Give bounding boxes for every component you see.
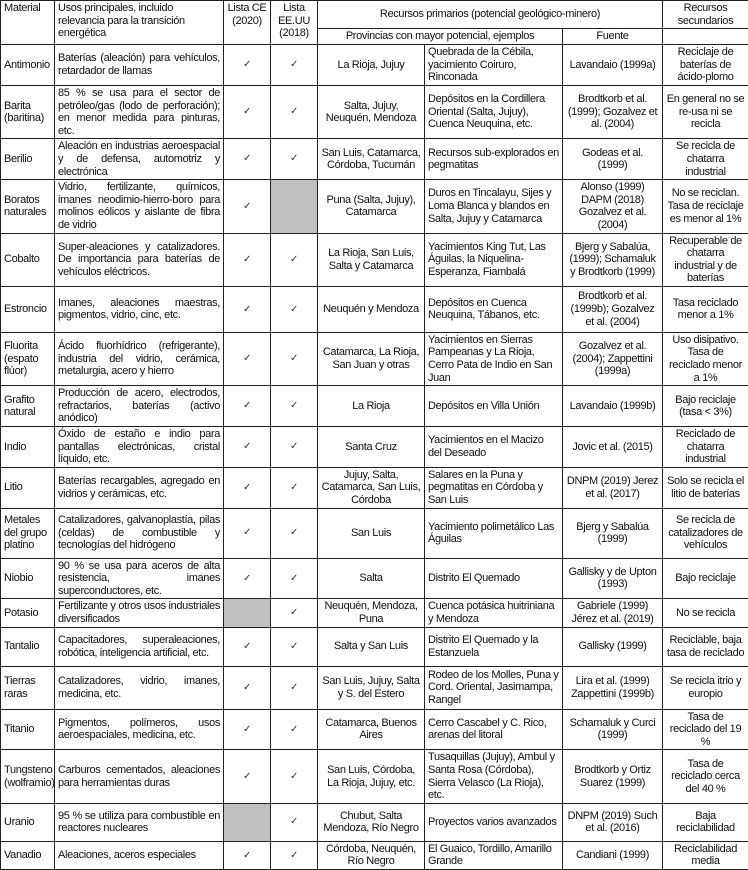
lista-ce-cell	[224, 841, 271, 869]
fuente-cell: Brodtkorb et al. (1999b); Gozalvez et al. (2004)	[563, 286, 663, 332]
lista-eeuu-cell	[271, 841, 318, 869]
secundarios-cell: Reciclabilidad media	[663, 841, 748, 869]
check-icon: ✓	[290, 304, 298, 315]
provincias-cell: Salta	[318, 558, 425, 599]
material-cell: Tantalio	[1, 627, 55, 666]
lista-eeuu-cell	[271, 467, 318, 508]
lista-eeuu-cell	[271, 803, 318, 841]
header-material: Material	[1, 1, 55, 45]
table-row	[1, 180, 748, 233]
provincias-cell: San Luis, Jujuy, Salta y S. del Estero	[318, 666, 425, 709]
lista-eeuu-cell	[271, 85, 318, 138]
check-icon: ✓	[290, 771, 298, 782]
check-icon: ✓	[243, 59, 251, 70]
material-cell: Barita (baritina)	[1, 85, 55, 138]
check-icon: ✓	[243, 153, 251, 164]
check-icon: ✓	[290, 400, 298, 411]
header-fuente: Fuente	[563, 29, 663, 45]
ejemplos-cell: Proyectos varios avanzados	[425, 803, 563, 841]
ejemplos-cell: Depósitos en la Cordillera Oriental (Salta, Jujuy), Cuenca Neuquina, etc.	[425, 85, 563, 138]
check-icon: ✓	[243, 482, 251, 493]
fuente-cell: Brodtkorb y Ortiz Suarez (1999)	[563, 750, 663, 803]
check-icon: ✓	[290, 682, 298, 693]
usos-cell: Aleaciones, aceros especiales	[55, 841, 224, 869]
lista-ce-cell	[224, 386, 271, 427]
fuente-cell: Brodtkorb et al. (1999); Gozalvez et al. (2004)	[563, 85, 663, 138]
check-icon: ✓	[290, 353, 298, 364]
lista-ce-cell	[224, 750, 271, 803]
provincias-cell: San Luis	[318, 508, 425, 558]
lista-eeuu-cell	[271, 386, 318, 427]
lista-eeuu-cell	[271, 750, 318, 803]
lista-eeuu-cell	[271, 139, 318, 180]
material-cell: Grafito natural	[1, 386, 55, 427]
provincias-cell: Chubut, Salta Mendoza, Río Negro	[318, 803, 425, 841]
secundarios-cell: Tasa de reciclado del 19 %	[663, 709, 748, 750]
fuente-cell: Bjerg y Sabalúa (1999)	[563, 508, 663, 558]
ejemplos-cell: Cerro Cascabel y C. Rico, arenas del litoral	[425, 709, 563, 750]
table-row	[1, 803, 748, 841]
table-row	[1, 508, 748, 558]
provincias-cell: Salta y San Luis	[318, 627, 425, 666]
usos-cell: Baterías (aleación) para vehículos, retardador de llamas	[55, 45, 224, 86]
check-icon: ✓	[290, 59, 298, 70]
lista-eeuu-cell	[271, 427, 318, 468]
check-icon: ✓	[243, 573, 251, 584]
secundarios-cell: Reciclado de chatarra industrial	[663, 427, 748, 468]
lista-ce-cell	[224, 180, 271, 233]
table-row	[1, 599, 748, 627]
ejemplos-cell: Tusaquillas (Jujuy), Ambul y Santa Rosa (Córdoba), Sierra Velasco (La Rioja), etc.	[425, 750, 563, 803]
usos-cell: Carburos cementados, aleaciones para herramientas duras	[55, 750, 224, 803]
check-icon: ✓	[290, 153, 298, 164]
table-row	[1, 286, 748, 332]
table-row	[1, 386, 748, 427]
material-cell: Antimonio	[1, 45, 55, 86]
fuente-cell: Jovic et al. (2015)	[563, 427, 663, 468]
header-recursos-secundarios: Recursos secundarios	[663, 1, 748, 29]
secundarios-cell: Se recicla de chatarra industrial	[663, 139, 748, 180]
secundarios-cell: Reciclable, baja tasa de reciclado	[663, 627, 748, 666]
ejemplos-cell: Distrito El Quemado	[425, 558, 563, 599]
table-row	[1, 332, 748, 385]
lista-ce-cell	[224, 558, 271, 599]
check-icon: ✓	[290, 106, 298, 117]
lista-ce-cell	[224, 666, 271, 709]
provincias-cell: San Luis, Catamarca, Córdoba, Tucumán	[318, 139, 425, 180]
check-icon: ✓	[243, 682, 251, 693]
check-icon: ✓	[243, 771, 251, 782]
fuente-cell: Alonso (1999) DAPM (2018) Gozalvez et al. (2004)	[563, 180, 663, 233]
usos-cell: Super-aleaciones y catalizadores. De importancia para baterías de vehículos eléctricos.	[55, 233, 224, 286]
lista-eeuu-cell	[271, 508, 318, 558]
ejemplos-cell: Yacimientos en Sierras Pampeanas y La Rioja, Cerro Pata de Indio en San Juan	[425, 332, 563, 385]
check-icon: ✓	[290, 816, 298, 827]
fuente-cell: Lavandaio (1999b)	[563, 386, 663, 427]
ejemplos-cell: Quebrada de la Cébila, yacimiento Coiruro, Rinconada	[425, 45, 563, 86]
material-cell: Litio	[1, 467, 55, 508]
lista-eeuu-cell	[271, 45, 318, 86]
table-row	[1, 467, 748, 508]
check-icon: ✓	[290, 482, 298, 493]
fuente-cell: DNPM (2019) Such et al. (2016)	[563, 803, 663, 841]
table-row	[1, 841, 748, 869]
provincias-cell: Neuquén y Mendoza	[318, 286, 425, 332]
check-icon: ✓	[290, 441, 298, 452]
secundarios-cell: En general no se re-usa ni se recicla	[663, 85, 748, 138]
usos-cell: 85 % se usa para el sector de petróleo/gas (lodo de perforación); en menor medida para pinturas, etc.	[55, 85, 224, 138]
ejemplos-cell: Cuenca potásica huitriniana y Mendoza	[425, 599, 563, 627]
usos-cell: Catalizadores, vidrio, imanes, medicina, etc.	[55, 666, 224, 709]
fuente-cell: Candiani (1999)	[563, 841, 663, 869]
ejemplos-cell: Yacimiento polimetálico Las Águilas	[425, 508, 563, 558]
provincias-cell: La Rioja	[318, 386, 425, 427]
secundarios-cell: Solo se recicla el litio de baterías	[663, 467, 748, 508]
fuente-cell: DNPM (2019) Jerez et al. (2017)	[563, 467, 663, 508]
check-icon: ✓	[290, 573, 298, 584]
secundarios-cell: Bajo reciclaje	[663, 558, 748, 599]
material-cell: Berilio	[1, 139, 55, 180]
secundarios-cell: Bajo reciclaje (tasa < 3%)	[663, 386, 748, 427]
fuente-cell: Lira et al. (1999) Zappettini (1999b)	[563, 666, 663, 709]
check-icon: ✓	[243, 850, 251, 861]
material-cell: Tungsteno (wolframio)	[1, 750, 55, 803]
usos-cell: Pigmentos, polímeros, usos aeroespaciales, medicina, etc.	[55, 709, 224, 750]
provincias-cell: Santa Cruz	[318, 427, 425, 468]
material-cell: Estroncio	[1, 286, 55, 332]
lista-eeuu-cell	[271, 233, 318, 286]
header-usos: Usos principales, incluido relevancia para la transición energética	[55, 1, 224, 45]
secundarios-cell: Reciclaje de baterías de ácido-plomo	[663, 45, 748, 86]
ejemplos-cell: Depósitos en Villa Unión	[425, 386, 563, 427]
table-row	[1, 85, 748, 138]
check-icon: ✓	[243, 724, 251, 735]
usos-cell: Aleación en industrias aeroespacial y de defensa, automotriz y electrónica	[55, 139, 224, 180]
header-empty	[663, 29, 748, 45]
check-icon: ✓	[243, 641, 251, 652]
check-icon: ✓	[290, 641, 298, 652]
usos-cell: Fertilizante y otros usos industriales diversificados	[55, 599, 224, 627]
check-icon: ✓	[290, 607, 298, 618]
lista-eeuu-cell	[271, 558, 318, 599]
material-cell: Cobalto	[1, 233, 55, 286]
provincias-cell: San Luis, Córdoba, La Rioja, Jujuy, etc.	[318, 750, 425, 803]
lista-ce-cell	[224, 508, 271, 558]
table-row	[1, 427, 748, 468]
table-body	[1, 45, 748, 870]
usos-cell: Producción de acero, electrodos, refractarios, baterías (activo anódico)	[55, 386, 224, 427]
usos-cell: 95 % se utiliza para combustible en reactores nucleares	[55, 803, 224, 841]
lista-eeuu-cell	[271, 180, 318, 233]
material-cell: Niobio	[1, 558, 55, 599]
provincias-cell: Catamarca, La Rioja, San Juan y otras	[318, 332, 425, 385]
usos-cell: Óxido de estaño e indio para pantallas electrónicas, cristal líquido, etc.	[55, 427, 224, 468]
fuente-cell: Gallisky y de Upton (1993)	[563, 558, 663, 599]
material-cell: Indio	[1, 427, 55, 468]
check-icon: ✓	[243, 441, 251, 452]
provincias-cell: Córdoba, Neuquén, Río Negro	[318, 841, 425, 869]
check-icon: ✓	[243, 304, 251, 315]
fuente-cell: Schamaluk y Curci (1999)	[563, 709, 663, 750]
secundarios-cell: Tasa reciclado menor a 1%	[663, 286, 748, 332]
secundarios-cell: No se recicla	[663, 599, 748, 627]
table-row	[1, 233, 748, 286]
material-cell: Potasio	[1, 599, 55, 627]
lista-eeuu-cell	[271, 599, 318, 627]
usos-cell: Vidrio, fertilizante, químicos, imanes neodimio-hierro-boro para molinos eólicos y aislante de fibra de vidrio	[55, 180, 224, 233]
lista-ce-cell	[224, 709, 271, 750]
provincias-cell: Salta, Jujuy, Neuquén, Mendoza	[318, 85, 425, 138]
check-icon: ✓	[290, 527, 298, 538]
material-cell: Titanio	[1, 709, 55, 750]
lista-ce-cell	[224, 332, 271, 385]
ejemplos-cell: Depósitos en Cuenca Neuquina, Tábanos, etc.	[425, 286, 563, 332]
provincias-cell: Jujuy, Salta, Catamarca, San Luis, Córdoba	[318, 467, 425, 508]
material-cell: Uranio	[1, 803, 55, 841]
usos-cell: Imanes, aleaciones maestras, pigmentos, vidrio, cinc, etc.	[55, 286, 224, 332]
material-cell: Vanadio	[1, 841, 55, 869]
check-icon: ✓	[243, 527, 251, 538]
material-cell: Fluorita (espato flúor)	[1, 332, 55, 385]
secundarios-cell: Baja reciclabilidad	[663, 803, 748, 841]
lista-eeuu-cell	[271, 709, 318, 750]
check-icon: ✓	[243, 353, 251, 364]
ejemplos-cell: Salares en la Puna y pegmatitas en Córdoba y San Luis	[425, 467, 563, 508]
secundarios-cell: Se recicla itrio y europio	[663, 666, 748, 709]
lista-ce-cell	[224, 627, 271, 666]
table-row	[1, 139, 748, 180]
header-recursos-primarios: Recursos primarios (potencial geológico-minero)	[318, 1, 663, 29]
ejemplos-cell: El Guaico, Tordillo, Amarillo Grande	[425, 841, 563, 869]
fuente-cell: Lavandaio (1999a)	[563, 45, 663, 86]
usos-cell: Capacitadores, superaleaciones, robótica, inteligencia artificial, etc.	[55, 627, 224, 666]
lista-ce-cell	[224, 139, 271, 180]
lista-eeuu-cell	[271, 627, 318, 666]
check-icon: ✓	[290, 850, 298, 861]
secundarios-cell: Uso disipativo. Tasa de reciclado menor a 1%	[663, 332, 748, 385]
provincias-cell: Neuquén, Mendoza, Puna	[318, 599, 425, 627]
check-icon: ✓	[290, 724, 298, 735]
usos-cell: Catalizadores, galvanoplastía, pilas (celdas) de combustible y tecnologías del hidrógeno	[55, 508, 224, 558]
lista-ce-cell	[224, 599, 271, 627]
check-icon: ✓	[243, 254, 251, 265]
provincias-cell: Catamarca, Buenos Aires	[318, 709, 425, 750]
provincias-cell: Puna (Salta, Jujuy), Catamarca	[318, 180, 425, 233]
ejemplos-cell: Yacimientos King Tut, Las Águilas, la Niquelina-Esperanza, Fiambalá	[425, 233, 563, 286]
ejemplos-cell: Yacimientos en el Macizo del Deseado	[425, 427, 563, 468]
fuente-cell: Gallisky (1999)	[563, 627, 663, 666]
lista-ce-cell	[224, 286, 271, 332]
header-provincias: Provincias con mayor potencial, ejemplos	[318, 29, 563, 45]
material-cell: Metales del grupo platino	[1, 508, 55, 558]
fuente-cell: Gozalvez et al. (2004); Zappettini (1999a)	[563, 332, 663, 385]
ejemplos-cell: Duros en Tincalayu, Sijes y Loma Blanca y blandos en Salta, Jujuy y Catamarca	[425, 180, 563, 233]
lista-eeuu-cell	[271, 286, 318, 332]
ejemplos-cell: Distrito El Quemado y la Estanzuela	[425, 627, 563, 666]
check-icon: ✓	[243, 400, 251, 411]
table-row	[1, 627, 748, 666]
secundarios-cell: Tasa de reciclado cerca del 40 %	[663, 750, 748, 803]
table-row	[1, 750, 748, 803]
table-row	[1, 666, 748, 709]
lista-eeuu-cell	[271, 666, 318, 709]
lista-ce-cell	[224, 85, 271, 138]
check-icon: ✓	[290, 254, 298, 265]
fuente-cell: Gabriele (1999) Jérez et al. (2019)	[563, 599, 663, 627]
lista-ce-cell	[224, 803, 271, 841]
table-row	[1, 45, 748, 86]
ejemplos-cell: Rodeo de los Molles, Puna y Cord. Oriental, Jasimampa, Rangel	[425, 666, 563, 709]
check-icon: ✓	[243, 106, 251, 117]
check-icon: ✓	[243, 201, 251, 212]
lista-ce-cell	[224, 233, 271, 286]
table-row	[1, 709, 748, 750]
usos-cell: Baterías recargables, agregado en vidrios y cerámicas, etc.	[55, 467, 224, 508]
usos-cell: Ácido fluorhídrico (refrigerante), industria del vidrio, cerámica, metalurgia, acero y hierro	[55, 332, 224, 385]
material-cell: Tierras raras	[1, 666, 55, 709]
lista-ce-cell	[224, 427, 271, 468]
secundarios-cell: Se recicla de catalizadores de vehículos	[663, 508, 748, 558]
header-lista-eeuu: Lista EE.UU (2018)	[271, 1, 318, 45]
lista-eeuu-cell	[271, 332, 318, 385]
table-row	[1, 558, 748, 599]
provincias-cell: La Rioja, Jujuy	[318, 45, 425, 86]
lista-ce-cell	[224, 467, 271, 508]
header-lista-ce: Lista CE (2020)	[224, 1, 271, 45]
secundarios-cell: Recuperable de chatarra industrial y de baterías	[663, 233, 748, 286]
fuente-cell: Godeas et al. (1999)	[563, 139, 663, 180]
secundarios-cell: No se reciclan. Tasa de reciclaje es menor al 1%	[663, 180, 748, 233]
fuente-cell: Bjerg y Sabalúa, (1999); Schamaluk y Brodtkorb (1999)	[563, 233, 663, 286]
provincias-cell: La Rioja, San Luis, Salta y Catamarca	[318, 233, 425, 286]
lista-ce-cell	[224, 45, 271, 86]
ejemplos-cell: Recursos sub-explorados en pegmatitas	[425, 139, 563, 180]
material-cell: Boratos naturales	[1, 180, 55, 233]
usos-cell: 90 % se usa para aceros de alta resistencia, imanes superconductores, etc.	[55, 558, 224, 599]
